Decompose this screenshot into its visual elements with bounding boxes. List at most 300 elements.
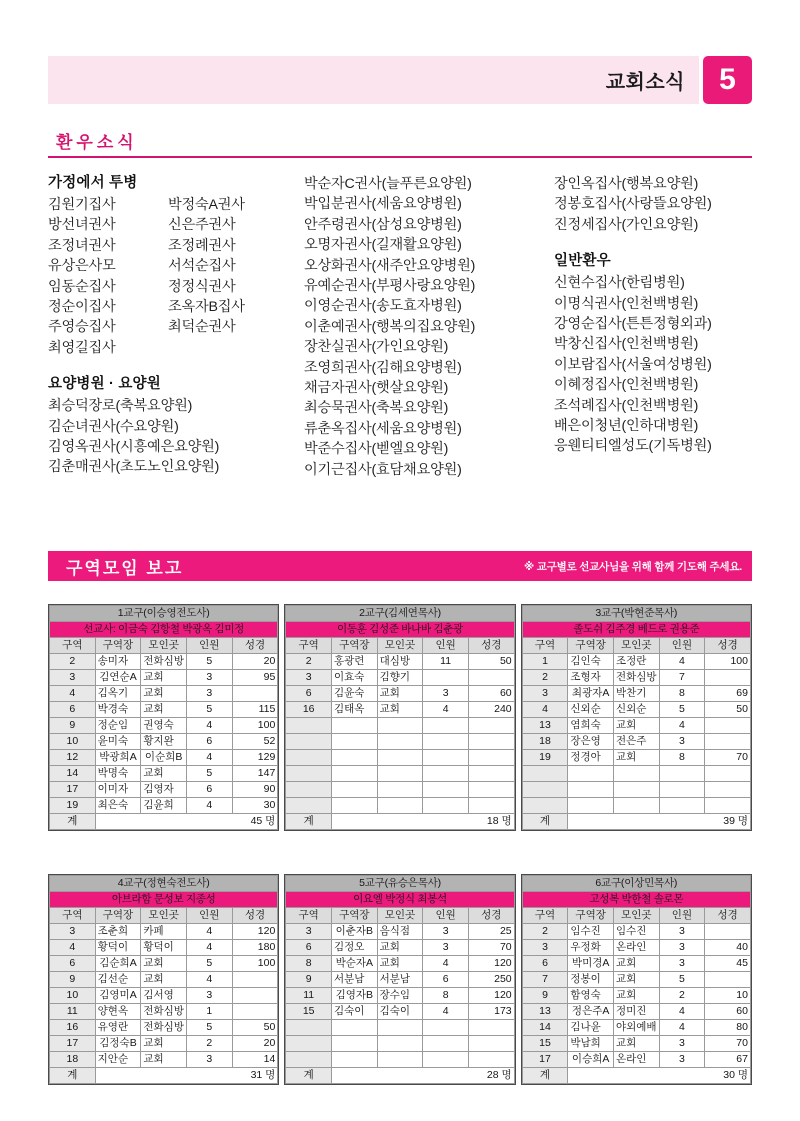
cell-count: 4 [186, 972, 232, 988]
table-row [50, 1052, 278, 1068]
table-row [522, 750, 750, 766]
cell-leader [568, 798, 614, 814]
table-row [286, 782, 514, 798]
patient-name-line: 이혜정집사(인천백병원) [554, 377, 699, 394]
cell-place: 김숙이 [377, 1004, 423, 1020]
cell-leader: 박미경A [568, 956, 614, 972]
district-title-row [286, 606, 514, 622]
cell-bible: 115 [232, 702, 278, 718]
cell-bible: 100 [705, 654, 751, 670]
cell-bible: 69 [705, 686, 751, 702]
cell-place: 박찬기 [613, 686, 659, 702]
cell-leader: 조춘희 [95, 924, 141, 940]
total-label: 계 [522, 814, 568, 830]
cell-gu: 14 [522, 1020, 568, 1036]
table-row [50, 1004, 278, 1020]
table-row [522, 940, 750, 956]
cell-count: 3 [186, 1052, 232, 1068]
cell-gu: 17 [50, 1036, 96, 1052]
cell-bible: 173 [468, 1004, 514, 1020]
cell-bible [705, 766, 751, 782]
cell-gu [286, 734, 332, 750]
table-row [50, 734, 278, 750]
cell-gu: 2 [522, 670, 568, 686]
column-header-count: 인원 [186, 638, 232, 654]
cell-bible: 50 [705, 702, 751, 718]
table-row [522, 1004, 750, 1020]
cell-place: 교회 [141, 702, 187, 718]
cell-gu: 7 [522, 972, 568, 988]
cell-gu: 14 [50, 766, 96, 782]
cell-gu: 6 [286, 940, 332, 956]
cell-place: 교회 [141, 670, 187, 686]
cell-count: 3 [659, 940, 705, 956]
cell-count [423, 1036, 469, 1052]
patient-name-line: 류춘옥집사(세움요양병원) [304, 420, 462, 437]
cell-place: 김영자 [141, 782, 187, 798]
cell-gu [286, 782, 332, 798]
cell-leader: 지안순 [95, 1052, 141, 1068]
cell-leader: 김영자B [331, 988, 377, 1004]
table-row [522, 686, 750, 702]
cell-leader [331, 782, 377, 798]
patient-name: 조정녀권사 [48, 237, 116, 254]
district-title-row [286, 876, 514, 892]
cell-place: 김향기 [377, 670, 423, 686]
cell-gu [286, 718, 332, 734]
cell-count: 5 [186, 654, 232, 670]
column-header-place: 모인곳 [613, 638, 659, 654]
cell-count: 4 [186, 924, 232, 940]
cell-count: 3 [659, 1036, 705, 1052]
cell-gu: 16 [50, 1020, 96, 1036]
total-value: 28 명 [331, 1068, 514, 1084]
column-header-gu: 구역 [522, 638, 568, 654]
patient-news-columns [48, 174, 758, 480]
table-row [286, 750, 514, 766]
cell-bible: 50 [232, 1020, 278, 1036]
cell-place: 황지완 [141, 734, 187, 750]
column-header-gu: 구역 [286, 638, 332, 654]
district-column-header-row [522, 638, 750, 654]
cell-count: 5 [186, 702, 232, 718]
column-header-count: 인원 [659, 908, 705, 924]
cell-bible: 10 [705, 988, 751, 1004]
column-header-count: 인원 [659, 638, 705, 654]
cell-place: 정미진 [613, 1004, 659, 1020]
column-header-leader: 구역장 [95, 638, 141, 654]
patient-name-line: 조석례집사(인천백병원) [554, 397, 699, 414]
cell-leader: 이미자 [95, 782, 141, 798]
cell-gu: 3 [50, 670, 96, 686]
table-row [286, 1036, 514, 1052]
cell-place: 조정란 [613, 654, 659, 670]
cell-gu [286, 1020, 332, 1036]
table-row [286, 1020, 514, 1036]
column-header-bible: 성경 [232, 908, 278, 924]
patient-group-title: 일반환우 [554, 253, 611, 270]
cell-place [613, 766, 659, 782]
cell-bible: 50 [468, 654, 514, 670]
cell-leader: 김나윤 [568, 1020, 614, 1036]
table-row [522, 1052, 750, 1068]
cell-leader: 김인숙 [568, 654, 614, 670]
cell-count: 3 [186, 988, 232, 1004]
district-column-header-row [50, 638, 278, 654]
cell-place: 교회 [377, 702, 423, 718]
total-label: 계 [286, 814, 332, 830]
cell-gu [286, 798, 332, 814]
cell-leader: 정경아 [568, 750, 614, 766]
cell-bible: 45 [705, 956, 751, 972]
table-row [522, 924, 750, 940]
cell-gu: 13 [522, 1004, 568, 1020]
district-table [48, 604, 279, 831]
table-row [286, 702, 514, 718]
cell-place: 음식점 [377, 924, 423, 940]
cell-leader [568, 766, 614, 782]
patient-name: 서석순집사 [168, 258, 236, 275]
cell-gu: 4 [50, 940, 96, 956]
cell-gu: 3 [50, 924, 96, 940]
cell-count: 7 [659, 670, 705, 686]
cell-bible [468, 798, 514, 814]
cell-leader: 황덕이 [95, 940, 141, 956]
patient-name-row [48, 195, 304, 215]
cell-place [377, 718, 423, 734]
cell-gu: 3 [286, 924, 332, 940]
cell-count [659, 798, 705, 814]
cell-bible [705, 734, 751, 750]
patient-group-spacer [554, 235, 758, 252]
patient-name-line: 박입분권사(세움요양병원) [304, 196, 462, 213]
table-row [286, 924, 514, 940]
column-header-count: 인원 [423, 638, 469, 654]
cell-bible: 70 [705, 750, 751, 766]
cell-gu: 16 [286, 702, 332, 718]
cell-place: 신외순 [613, 702, 659, 718]
patient-name-line: 김순녀권사(수요양원) [48, 418, 179, 435]
district-total-row [286, 1068, 514, 1084]
column-header-bible: 성경 [468, 908, 514, 924]
cell-bible [232, 972, 278, 988]
patient-name-line: 최승묵권사(축복요양원) [304, 400, 449, 417]
page-title: 교회소식 [605, 71, 685, 94]
table-row [50, 798, 278, 814]
cell-gu: 2 [286, 654, 332, 670]
column-header-bible: 성경 [705, 638, 751, 654]
cell-bible [232, 988, 278, 1004]
cell-gu: 18 [50, 1052, 96, 1068]
cell-bible: 14 [232, 1052, 278, 1068]
patient-name: 정순이집사 [48, 299, 116, 316]
cell-leader: 윤미숙 [95, 734, 141, 750]
cell-bible: 80 [705, 1020, 751, 1036]
cell-leader: 임수진 [568, 924, 614, 940]
cell-leader: 김숙이 [331, 1004, 377, 1020]
table-row [522, 1036, 750, 1052]
cell-place [377, 798, 423, 814]
total-value: 31 명 [95, 1068, 278, 1084]
patient-name: 최영길집사 [48, 339, 116, 356]
column-header-count: 인원 [186, 908, 232, 924]
cell-bible: 67 [705, 1052, 751, 1068]
table-row [522, 734, 750, 750]
total-label: 계 [286, 1068, 332, 1084]
cell-place [377, 734, 423, 750]
cell-count: 8 [659, 750, 705, 766]
cell-place: 카페 [141, 924, 187, 940]
cell-bible [468, 782, 514, 798]
table-row [286, 940, 514, 956]
cell-gu: 9 [50, 718, 96, 734]
cell-place: 김윤희 [141, 798, 187, 814]
cell-bible: 129 [232, 750, 278, 766]
cell-place [377, 782, 423, 798]
cell-count: 4 [423, 956, 469, 972]
cell-bible [705, 972, 751, 988]
cell-gu: 17 [522, 1052, 568, 1068]
cell-place: 교회 [613, 988, 659, 1004]
cell-count [423, 750, 469, 766]
cell-gu: 15 [286, 1004, 332, 1020]
table-row [522, 718, 750, 734]
patient-name: 신은주권사 [168, 217, 236, 234]
header-band [48, 56, 699, 104]
cell-bible [468, 1020, 514, 1036]
table-row [50, 702, 278, 718]
column-header-gu: 구역 [50, 908, 96, 924]
cell-count [423, 766, 469, 782]
page-header [48, 56, 752, 104]
total-value: 45 명 [95, 814, 278, 830]
cell-place: 전화심방 [141, 1020, 187, 1036]
patient-name: 조옥자B집사 [168, 299, 245, 316]
cell-place: 교회 [141, 1052, 187, 1068]
patient-name-line: 안주령권사(삼성요양병원) [304, 216, 462, 233]
table-row [50, 782, 278, 798]
cell-place: 김서영 [141, 988, 187, 1004]
district-table [284, 874, 515, 1085]
district-total-row [522, 814, 750, 830]
district-total-row [50, 1068, 278, 1084]
table-row [286, 686, 514, 702]
patient-name-line: 박창신집사(인천백병원) [554, 336, 699, 353]
district-missionaries: 이동훈 김성준 바나바 김춘광 [286, 622, 514, 638]
district-total-row [50, 814, 278, 830]
table-row [50, 940, 278, 956]
cell-gu [286, 1052, 332, 1068]
column-header-leader: 구역장 [95, 908, 141, 924]
cell-leader: 박광희A [95, 750, 141, 766]
cell-place: 교회 [613, 750, 659, 766]
patient-group-title: 요양병원 · 요양원 [48, 376, 161, 393]
cell-place: 전화심방 [141, 654, 187, 670]
patient-name: 임동순집사 [48, 278, 116, 295]
patient-name-line: 배은이청년(인하대병원) [554, 418, 699, 435]
cell-count: 5 [186, 956, 232, 972]
cell-bible [468, 750, 514, 766]
cell-count: 4 [659, 654, 705, 670]
cell-bible: 250 [468, 972, 514, 988]
patient-name-line: 오명자권사(길재활요양원) [304, 237, 462, 254]
district-missionary-row [522, 622, 750, 638]
cell-leader [331, 1052, 377, 1068]
patient-name-line: 이보람집사(서울여성병원) [554, 356, 712, 373]
cell-place: 서분남 [377, 972, 423, 988]
cell-gu: 4 [522, 702, 568, 718]
cell-leader: 박명숙 [95, 766, 141, 782]
column-header-place: 모인곳 [613, 908, 659, 924]
patient-name-row [48, 215, 304, 235]
patient-group-title: 가정에서 투병 [48, 175, 138, 191]
district-title-row [522, 606, 750, 622]
cell-leader: 이승희A [568, 1052, 614, 1068]
cell-bible: 60 [705, 1004, 751, 1020]
cell-gu: 19 [50, 798, 96, 814]
district-table-group-2 [48, 874, 752, 1085]
column-header-leader: 구역장 [568, 638, 614, 654]
patient-name-line: 신현수집사(한림병원) [554, 275, 685, 292]
cell-count: 6 [186, 734, 232, 750]
patient-name-line: 김영옥권사(시흥예은요양원) [48, 439, 220, 456]
total-label: 계 [50, 814, 96, 830]
cell-count: 4 [659, 1004, 705, 1020]
cell-count: 11 [423, 654, 469, 670]
cell-count: 4 [659, 718, 705, 734]
cell-count [659, 782, 705, 798]
district-title: 5교구(유승은목사) [286, 876, 514, 892]
cell-count: 5 [186, 1020, 232, 1036]
cell-place: 장수임 [377, 988, 423, 1004]
patient-column-3 [554, 174, 758, 480]
patient-name-row [48, 338, 304, 358]
cell-gu: 9 [522, 988, 568, 1004]
patient-name-line: 이춘예권사(행복의집요양원) [304, 318, 476, 335]
cell-leader [331, 798, 377, 814]
column-header-place: 모인곳 [141, 638, 187, 654]
district-table [284, 604, 515, 831]
patient-group-spacer [48, 358, 304, 375]
cell-bible [468, 766, 514, 782]
cell-leader: 염희숙 [568, 718, 614, 734]
cell-bible: 20 [232, 654, 278, 670]
table-row [50, 956, 278, 972]
cell-leader: 김태옥 [331, 702, 377, 718]
cell-gu: 10 [50, 734, 96, 750]
cell-gu [286, 1036, 332, 1052]
column-header-count: 인원 [423, 908, 469, 924]
cell-place [377, 1052, 423, 1068]
column-header-bible: 성경 [705, 908, 751, 924]
cell-count: 1 [186, 1004, 232, 1020]
cell-count: 3 [423, 924, 469, 940]
cell-leader [331, 1036, 377, 1052]
cell-place: 교회 [141, 956, 187, 972]
cell-count [423, 798, 469, 814]
cell-count: 4 [423, 702, 469, 718]
district-missionaries: 고성복 박한철 솔로몬 [522, 892, 750, 908]
cell-bible: 100 [232, 718, 278, 734]
cell-bible [705, 798, 751, 814]
district-total-row [286, 814, 514, 830]
cell-gu: 6 [286, 686, 332, 702]
patient-name-line: 오상화권사(새주안요양병원) [304, 257, 476, 274]
table-row [50, 988, 278, 1004]
cell-leader: 함영숙 [568, 988, 614, 1004]
cell-count [423, 718, 469, 734]
table-row [522, 988, 750, 1004]
cell-count [659, 766, 705, 782]
patient-name-line: 유예순권사(부평사랑요양원) [304, 278, 476, 295]
cell-place: 교회 [141, 1036, 187, 1052]
table-row [522, 782, 750, 798]
district-table [48, 874, 279, 1085]
cell-bible: 120 [468, 956, 514, 972]
patient-name-line: 장인옥집사(행복요양원) [554, 176, 699, 192]
cell-leader [331, 734, 377, 750]
cell-leader: 김윤숙 [331, 686, 377, 702]
patient-name-line: 조영희권사(김해요양병원) [304, 359, 462, 376]
report-banner-title: 구역모임 보고 [66, 558, 184, 578]
cell-count: 6 [186, 782, 232, 798]
cell-place [377, 1036, 423, 1052]
cell-count: 4 [659, 1020, 705, 1036]
cell-place: 교회 [377, 956, 423, 972]
cell-bible [232, 686, 278, 702]
cell-leader: 김영미A [95, 988, 141, 1004]
column-header-place: 모인곳 [377, 638, 423, 654]
table-row [286, 718, 514, 734]
cell-count: 2 [659, 988, 705, 1004]
cell-bible: 25 [468, 924, 514, 940]
cell-bible [705, 718, 751, 734]
patient-name: 조정례권사 [168, 237, 236, 254]
cell-leader: 송미자 [95, 654, 141, 670]
table-row [286, 798, 514, 814]
cell-bible: 95 [232, 670, 278, 686]
column-header-place: 모인곳 [141, 908, 187, 924]
table-row [286, 956, 514, 972]
cell-place [377, 750, 423, 766]
cell-bible: 90 [232, 782, 278, 798]
cell-count: 4 [186, 750, 232, 766]
patient-name-line: 이영순권사(송도효자병원) [304, 298, 462, 315]
cell-gu: 11 [50, 1004, 96, 1020]
district-column-header-row [50, 908, 278, 924]
cell-place: 교회 [377, 686, 423, 702]
patient-name-line: 이기근집사(효담채요양원) [304, 461, 462, 478]
cell-gu: 2 [522, 924, 568, 940]
district-missionaries: 선교사: 이금숙 김항철 박광옥 김미정 [50, 622, 278, 638]
table-row [50, 686, 278, 702]
cell-leader: 최은숙 [95, 798, 141, 814]
patient-name: 유상은사모 [48, 258, 116, 275]
cell-leader: 정은주A [568, 1004, 614, 1020]
column-header-gu: 구역 [50, 638, 96, 654]
table-row [286, 1052, 514, 1068]
patient-name: 주영승집사 [48, 319, 116, 336]
district-column-header-row [522, 908, 750, 924]
total-value: 30 명 [568, 1068, 751, 1084]
cell-gu: 15 [522, 1036, 568, 1052]
cell-leader [331, 750, 377, 766]
cell-gu: 10 [50, 988, 96, 1004]
table-row [50, 718, 278, 734]
cell-bible [705, 670, 751, 686]
cell-leader: 최광자A [568, 686, 614, 702]
cell-bible [705, 924, 751, 940]
